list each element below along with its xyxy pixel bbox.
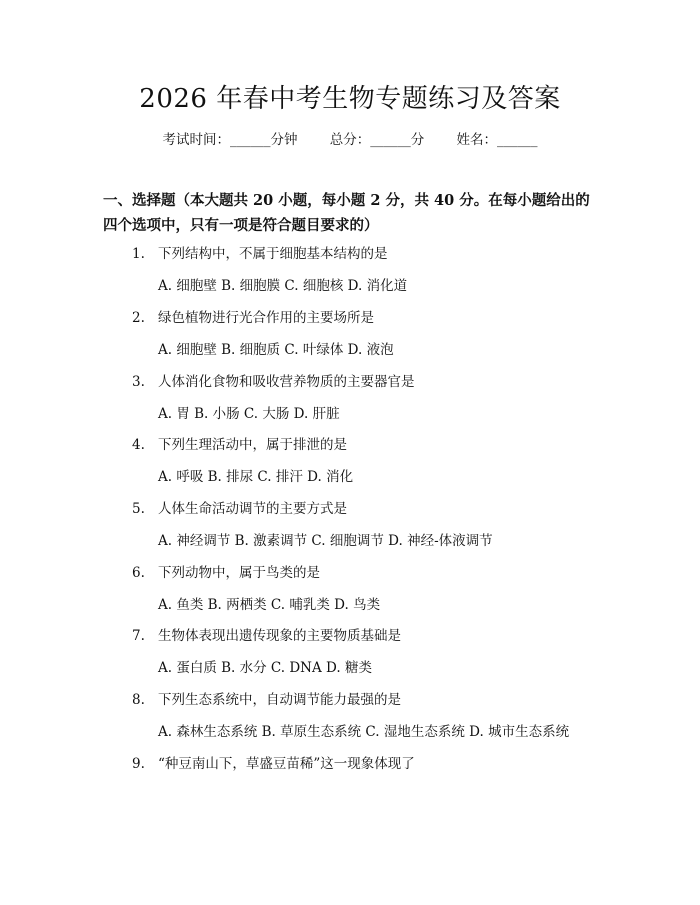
question-options: A. 胃 B. 小肠 C. 大肠 D. 肝脏 [158, 406, 340, 422]
exam-time: 考试时间：______分钟 [162, 132, 298, 148]
question-stem: 人体消化食物和吸收营养物质的主要器官是 [158, 374, 415, 390]
question-stem: 下列动物中，属于鸟类的是 [158, 565, 320, 581]
section-heading: 一、选择题（本大题共 20 小题，每小题 2 分，共 40 分。在每小题给出的四个选项中，只有一项是符合题目要求的） [103, 192, 590, 234]
question-options: A. 细胞壁 B. 细胞膜 C. 细胞核 D. 消化道 [158, 278, 408, 294]
question-stem: 下列生理活动中，属于排泄的是 [158, 437, 347, 453]
question-stem: 生物体表现出遗传现象的主要物质基础是 [158, 628, 401, 644]
question-number: 4. [132, 437, 145, 453]
question-number: 1. [132, 246, 145, 262]
exam-info [0, 130, 700, 150]
question-number: 8. [132, 692, 145, 708]
question-options: A. 森林生态系统 B. 草原生态系统 C. 湿地生态系统 D. 城市生态系统 [158, 724, 570, 740]
question-number: 7. [132, 628, 145, 644]
question-options: A. 蛋白质 B. 水分 C. DNA D. 糖类 [158, 660, 372, 676]
question-options: A. 鱼类 B. 两栖类 C. 哺乳类 D. 鸟类 [158, 597, 381, 613]
question-number: 3. [132, 374, 145, 390]
question-options: A. 呼吸 B. 排尿 C. 排汗 D. 消化 [158, 469, 354, 485]
question-number: 6. [132, 565, 145, 581]
question-options: A. 神经调节 B. 激素调节 C. 细胞调节 D. 神经-体液调节 [158, 533, 493, 549]
question-stem: 下列结构中，不属于细胞基本结构的是 [158, 246, 388, 262]
question-stem: 绿色植物进行光合作用的主要场所是 [158, 310, 374, 326]
student-name: 姓名：______ [456, 132, 538, 148]
question-stem: “种豆南山下，草盛豆苗稀”这一现象体现了 [158, 756, 415, 772]
exam-score: 总分：______分 [329, 132, 425, 148]
question-number: 2. [132, 310, 145, 326]
question-stem: 下列生态系统中，自动调节能力最强的是 [158, 692, 401, 708]
page-title: 2026 年春中考生物专题练习及答案 [139, 84, 561, 114]
question-stem: 人体生命活动调节的主要方式是 [158, 501, 347, 517]
question-number: 9. [132, 756, 145, 772]
question-options: A. 细胞壁 B. 细胞质 C. 叶绿体 D. 液泡 [158, 342, 394, 358]
question-number: 5. [132, 501, 145, 517]
